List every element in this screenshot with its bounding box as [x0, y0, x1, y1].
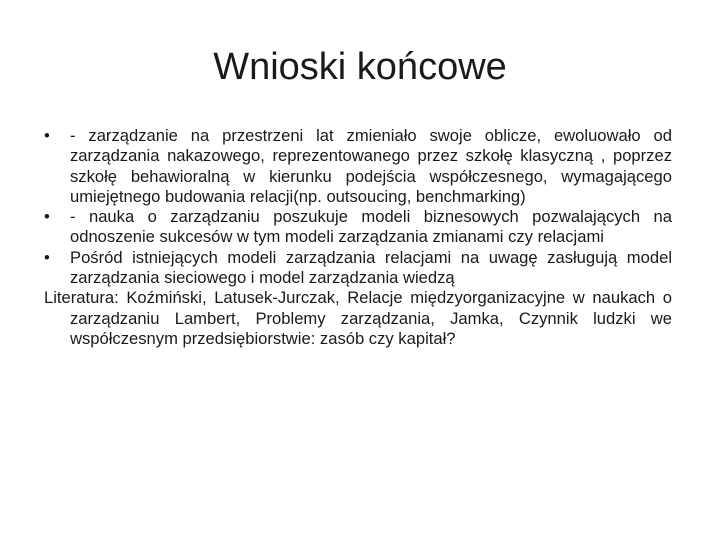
- literature-paragraph: Literatura: Koźmiński, Latusek-Jurczak, Relacje międzyorganizacyjne w naukach o zarządzaniu Lambert, Problemy zarządzania, Jamka, Czynnik ludzki we współczesnym przedsiębiorstwie: zasób czy kapitał?: [44, 288, 672, 348]
- bullet-item-3: [44, 248, 672, 289]
- bullet-marker: •: [44, 247, 50, 267]
- bullet-text-1: - zarządzanie na przestrzeni lat zmieniało swoje oblicze, ewoluowało od zarządzania nakazowego, reprezentowanego przez szkołę klasyczną , poprzez szkołę behawioralną w kierunku podejścia współczesnego, wymagającego umiejętnego budowania relacji(np. outsoucing, benchmarking): [70, 126, 672, 206]
- slide-title: Wnioski końcowe: [213, 46, 507, 88]
- slide-body: [44, 126, 672, 349]
- bullet-item-2: [44, 207, 672, 248]
- bullet-item-1: [44, 126, 672, 207]
- bullet-text-2: - nauka o zarządzaniu poszukuje modeli biznesowych pozwalających na odnoszenie sukcesów w tym modeli zarządzania zmianami czy relacjami: [70, 207, 672, 247]
- bullet-marker: •: [44, 207, 50, 227]
- bullet-text-3: Pośród istniejących modeli zarządzania relacjami na uwagę zasługują model zarządzania sieciowego i model zarządzania wiedzą: [70, 247, 672, 288]
- bullet-marker: •: [44, 126, 50, 145]
